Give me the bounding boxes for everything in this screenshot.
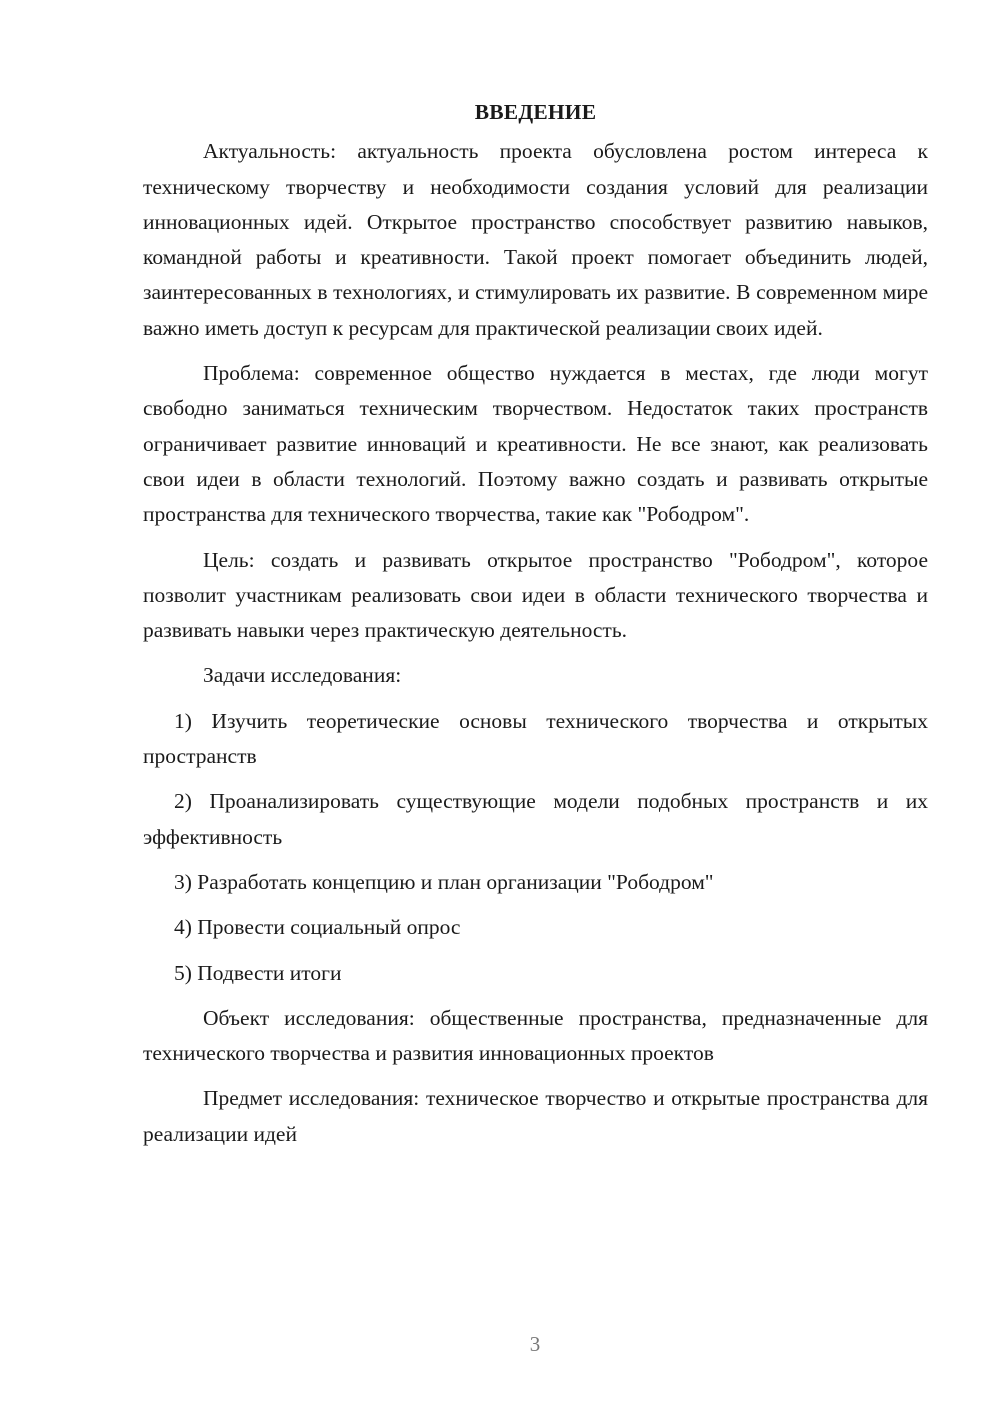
goal-paragraph: Цель: создать и развивать открытое пространство "Рободром", которое позволит участникам реализовать свои идеи в области технического творчества и развивать навыки через практическую деятельность. [143,547,928,643]
subject-paragraph: Предмет исследования: техническое творчество и открытые пространства для реализации идей [143,1086,928,1146]
task-item: 1) Изучить теоретические основы технического творчества и открытых пространств [143,708,928,769]
tasks-heading: Задачи исследования: [203,663,402,688]
task-item: 2) Проанализировать существующие модели подобных пространств и их эффективность [143,789,928,849]
section-title: ВВЕДЕНИЕ [474,100,597,124]
page-number: 3 [529,1332,541,1356]
problem-paragraph: Проблема: современное общество нуждается в местах, где люди могут свободно заниматься техническим творчеством. Недостаток таких пространств ограничивает развитие инноваций и креативности. Не все знают, как реализовать свои идеи в области технологий. Поэтому важно создать и развивать открытые пространства для технического творчества, такие как "Рободром". [143,361,928,527]
task-item: 4) Провести социальный опрос [174,915,461,940]
page-content [143,95,928,1162]
task-item: 3) Разработать концепцию и план организации "Рободром" [174,869,714,894]
task-item: 5) Подвести итоги [174,960,342,985]
object-paragraph: Объект исследования: общественные пространства, предназначенные для технического творчества и развития инновационных проектов [143,1005,928,1066]
relevance-paragraph: Актуальность: актуальность проекта обусловлена ростом интереса к техническому творчеству и необходимости создания условий для реализации инновационных идей. Открытое пространство способствует развитию навыков, командной работы и креативности. Такой проект помогает объединить людей, заинтересованных в технологиях, и стимулировать их развитие. В современном мире важно иметь доступ к ресурсам для практической реализации своих идей. [143,139,928,340]
